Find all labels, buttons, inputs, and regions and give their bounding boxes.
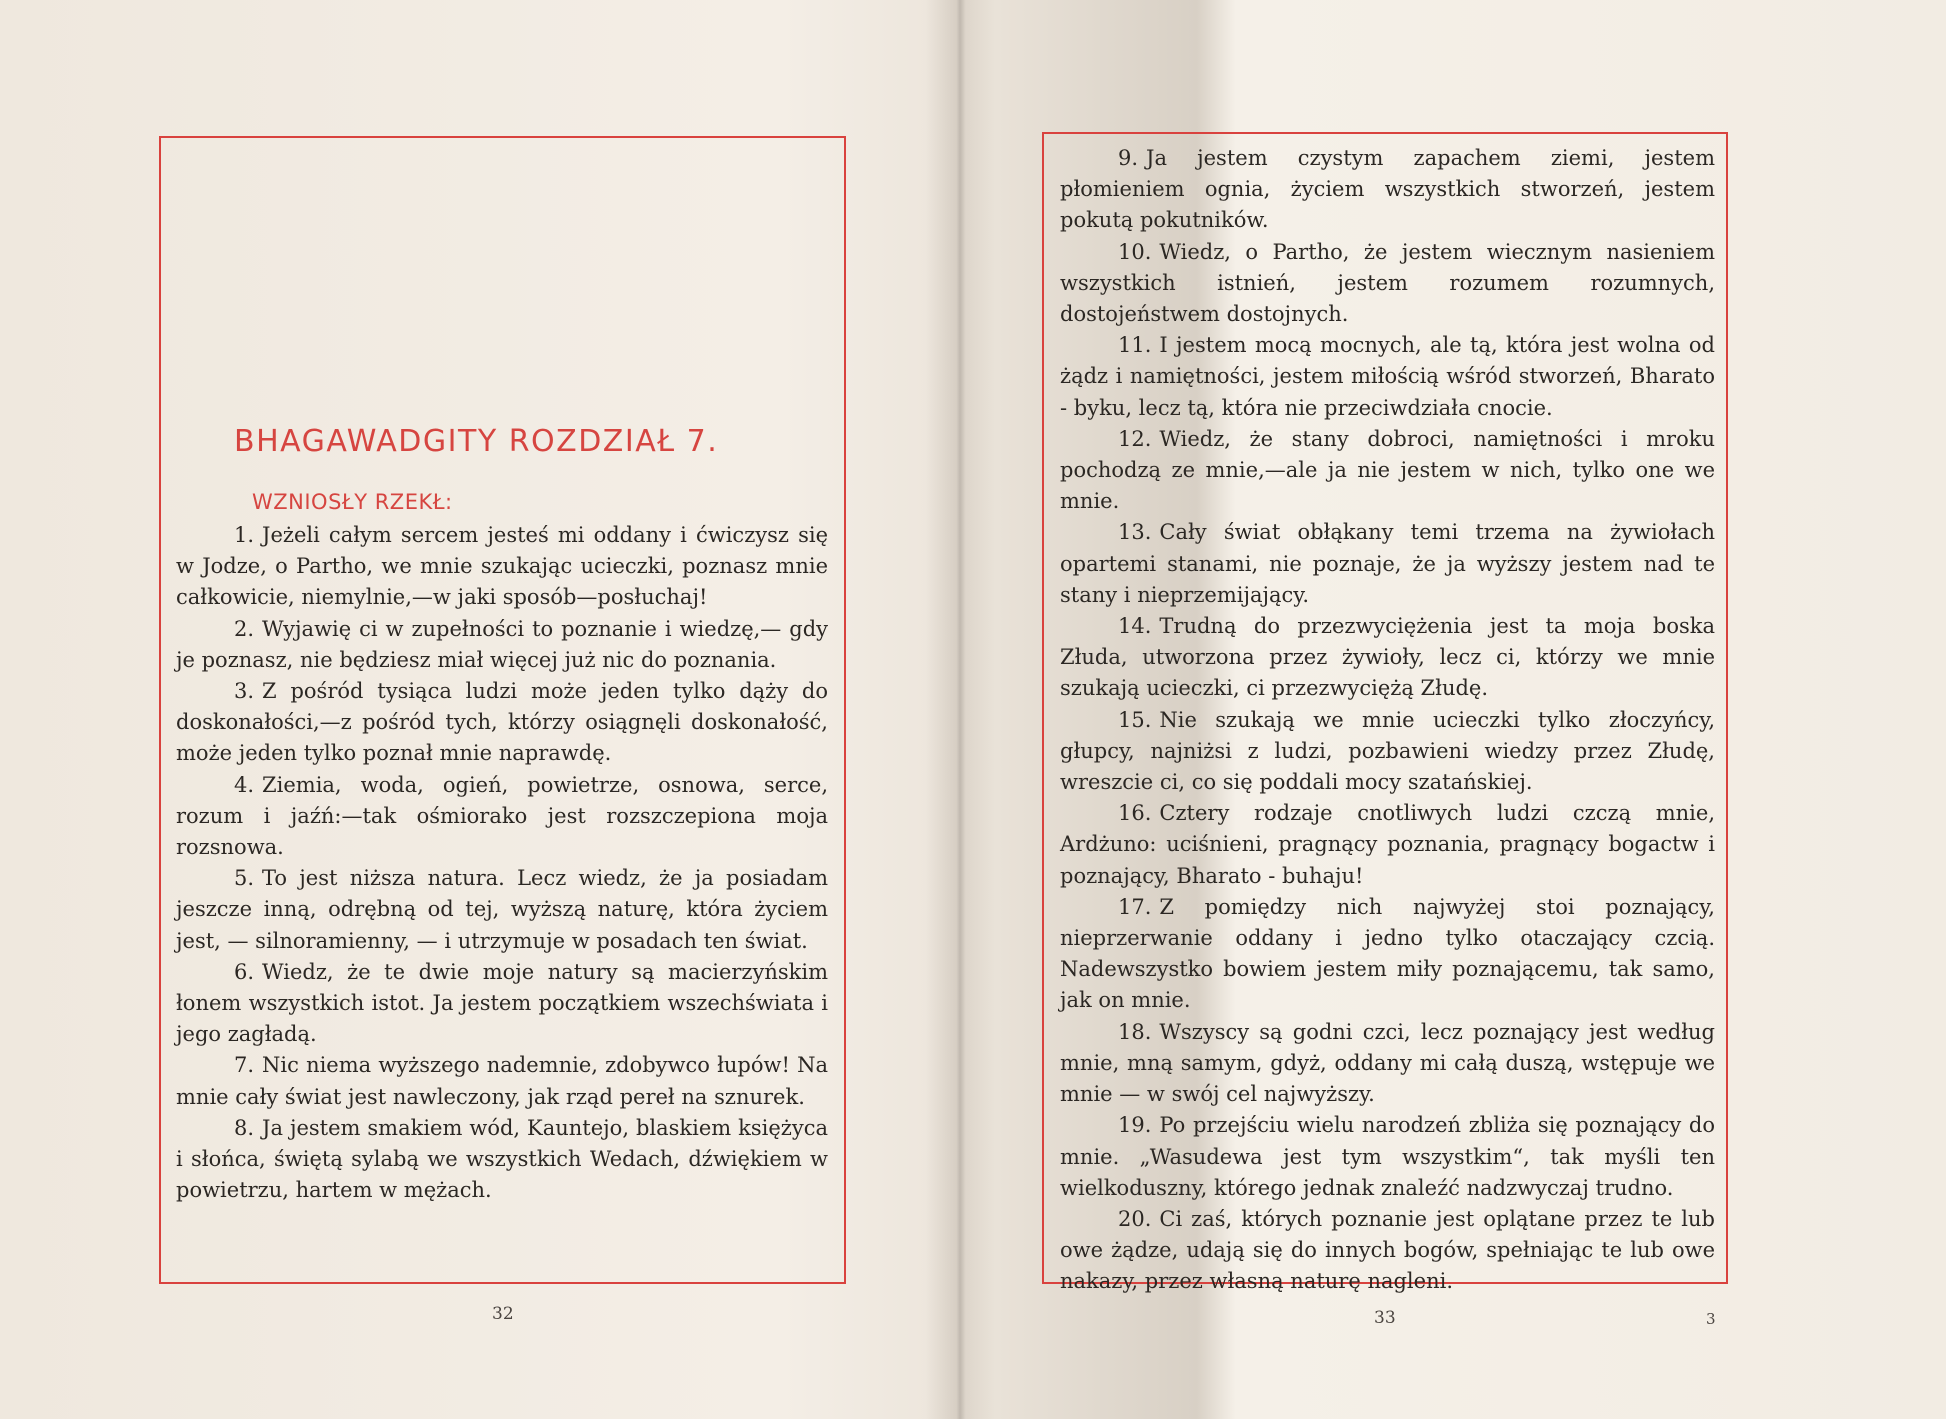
verse-paragraph [1060,611,1715,705]
verse-number: 14. [1118,614,1152,639]
verse-paragraph [176,676,828,770]
chapter-title: BHAGAWADGITY ROZDZIAŁ 7. [234,424,719,459]
verse-paragraph [1060,424,1715,518]
verse-number: 12. [1118,426,1152,451]
verse-text: Ja jestem smakiem wód, Kauntejo, blaskiem księżyca i słońca, świętą sylabą we wszystkich Wedach, dźwiękiem w powietrzu, hartem w mężach. [176,1115,828,1203]
verse-text: Trudną do przezwyciężenia jest ta moja boska Złuda, utworzona przez żywioły, lecz ci, którzy we mnie szukają ucieczki, ci przezwyciężą Złudę. [1060,614,1715,701]
verse-paragraph [1060,517,1715,611]
verse-text: Cały świat obłąkany temi trzema na żywiołach opartemi stanami, nie poznaje, że ja wyższy jestem nad te stany i nieprzemijający. [1060,520,1715,607]
verse-text: To jest niższa natura. Lecz wiedz, że ja posiadam jeszcze inną, odrębną od tej, wyższą naturę, która życiem jest, — silnoramienny, — i utrzymuje w posadach ten świat. [176,866,828,953]
verse-number: 4. [234,772,255,797]
verse-number: 20. [1118,1206,1152,1231]
left-page-text [176,520,828,1206]
verse-paragraph [176,520,828,614]
verse-text: Z pośród tysiąca ludzi może jeden tylko dąży do doskonałości,—z pośród tych, którzy osiągnęli doskonałość, może jeden tylko poznał mnie naprawdę. [176,679,828,766]
verse-number: 1. [234,523,255,547]
verse-number: 5. [234,866,255,891]
verse-number: 18. [1118,1019,1152,1044]
verse-text: Cztery rodzaje cnotliwych ludzi czczą mnie, Ardżuno: uciśnieni, pragnący poznania, pragnący bogactw i poznający, Bharato - buhaju! [1060,801,1715,888]
verse-paragraph [1060,705,1715,799]
verse-text: Wiedz, o Partho, że jestem wiecznym nasieniem wszystkich istnień, jestem rozumem rozumnych, dostojeństwem dostojnych. [1060,239,1715,327]
verse-paragraph [1060,330,1715,424]
verse-number: 6. [234,959,255,984]
verse-text: Wiedz, że stany dobroci, namiętności i mroku pochodzą ze mnie,—ale ja nie jestem w nich, tylko one we mnie. [1060,426,1715,514]
verse-paragraph [176,770,828,864]
verse-text: Wszyscy są godni czci, lecz poznający jest według mnie, mną samym, gdyż, oddany mi całą duszą, wstępuje we mnie — w swój cel najwyższy. [1060,1019,1715,1107]
right-page-text [1060,143,1715,1298]
verse-number: 13. [1118,520,1152,545]
speaker-heading: WZNIOSŁY RZEKŁ: [252,490,453,514]
verse-text: Jeżeli całym sercem jesteś mi oddany i ćwiczysz się w Jodze, o Partho, we mnie szukając ucieczki, poznasz mnie całkowicie, niemylnie,—w jaki sposób—posłuchaj! [176,523,828,610]
verse-paragraph [176,957,828,1051]
verse-text: Wyjawię ci w zupełności to poznanie i wiedzę,— gdy je poznasz, nie będziesz miał więcej już nic do poznania. [176,616,828,672]
verse-text: Po przejściu wielu narodzeń zbliża się poznający do mnie. „Wasudewa jest tym wszystkim“, tak myśli ten wielkoduszny, którego jednak znaleźć nadzwyczaj trudno. [1060,1113,1715,1200]
page-number-right: 33 [1374,1308,1396,1328]
verse-paragraph [1060,1204,1715,1298]
page-number-left: 32 [492,1304,514,1324]
verse-paragraph [1060,798,1715,892]
verse-number: 16. [1118,801,1152,826]
verse-paragraph [176,614,828,676]
verse-number: 17. [1118,894,1152,919]
verse-number: 3. [234,679,255,704]
verse-text: I jestem mocą mocnych, ale tą, która jest wolna od żądz i namiętności, jestem miłością wśród stworzeń, Bharato - byku, lecz tą, która nie przeciwdziała cnocie. [1060,333,1715,420]
verse-number: 10. [1118,239,1152,264]
verse-paragraph [176,863,828,957]
verse-text: Ja jestem czystym zapachem ziemi, jestem płomieniem ognia, życiem wszystkich stworzeń, jestem pokutą pokutników. [1060,146,1715,233]
verse-text: Z pomiędzy nich najwyżej stoi poznający, nieprzerwanie oddany i jedno tylko otaczający czcią. Nadewszystko bowiem jestem miły poznającemu, tak samo, jak on mnie. [1060,894,1715,1013]
verse-number: 15. [1118,707,1152,732]
verse-text: Ci zaś, których poznanie jest oplątane przez te lub owe żądze, udają się do innych bogów, spełniając te lub owe nakazy, przez własną naturę nagleni. [1060,1206,1715,1294]
signature-mark: 3 [1706,1310,1716,1328]
verse-text: Ziemia, woda, ogień, powietrze, osnowa, serce, rozum i jaźń:—tak ośmiorako jest rozszczepiona moja rozsnowa. [176,772,828,860]
verse-paragraph [1060,1017,1715,1111]
verse-paragraph [1060,1110,1715,1204]
verse-number: 7. [234,1053,255,1078]
verse-paragraph [176,1113,828,1207]
verse-text: Nie szukają we mnie ucieczki tylko złoczyńcy, głupcy, najniżsi z ludzi, pozbawieni wiedzy przez Złudę, wreszcie ci, co się poddali mocy szatańskiej. [1060,707,1715,795]
verse-text: Wiedz, że te dwie moje natury są macierzyńskim łonem wszystkich istot. Ja jestem początkiem wszechświata i jego zagładą. [176,959,828,1047]
verse-number: 11. [1118,333,1152,358]
verse-number: 19. [1118,1113,1152,1138]
verse-paragraph [176,1050,828,1112]
verse-number: 8. [234,1115,255,1140]
verse-number: 2. [234,616,255,641]
verse-number: 9. [1118,146,1139,170]
verse-paragraph [1060,892,1715,1017]
verse-paragraph [1060,143,1715,237]
verse-paragraph [1060,237,1715,331]
verse-text: Nic niema wyższego nademnie, zdobywco łupów! Na mnie cały świat jest nawleczony, jak rząd pereł na sznurek. [176,1053,828,1109]
